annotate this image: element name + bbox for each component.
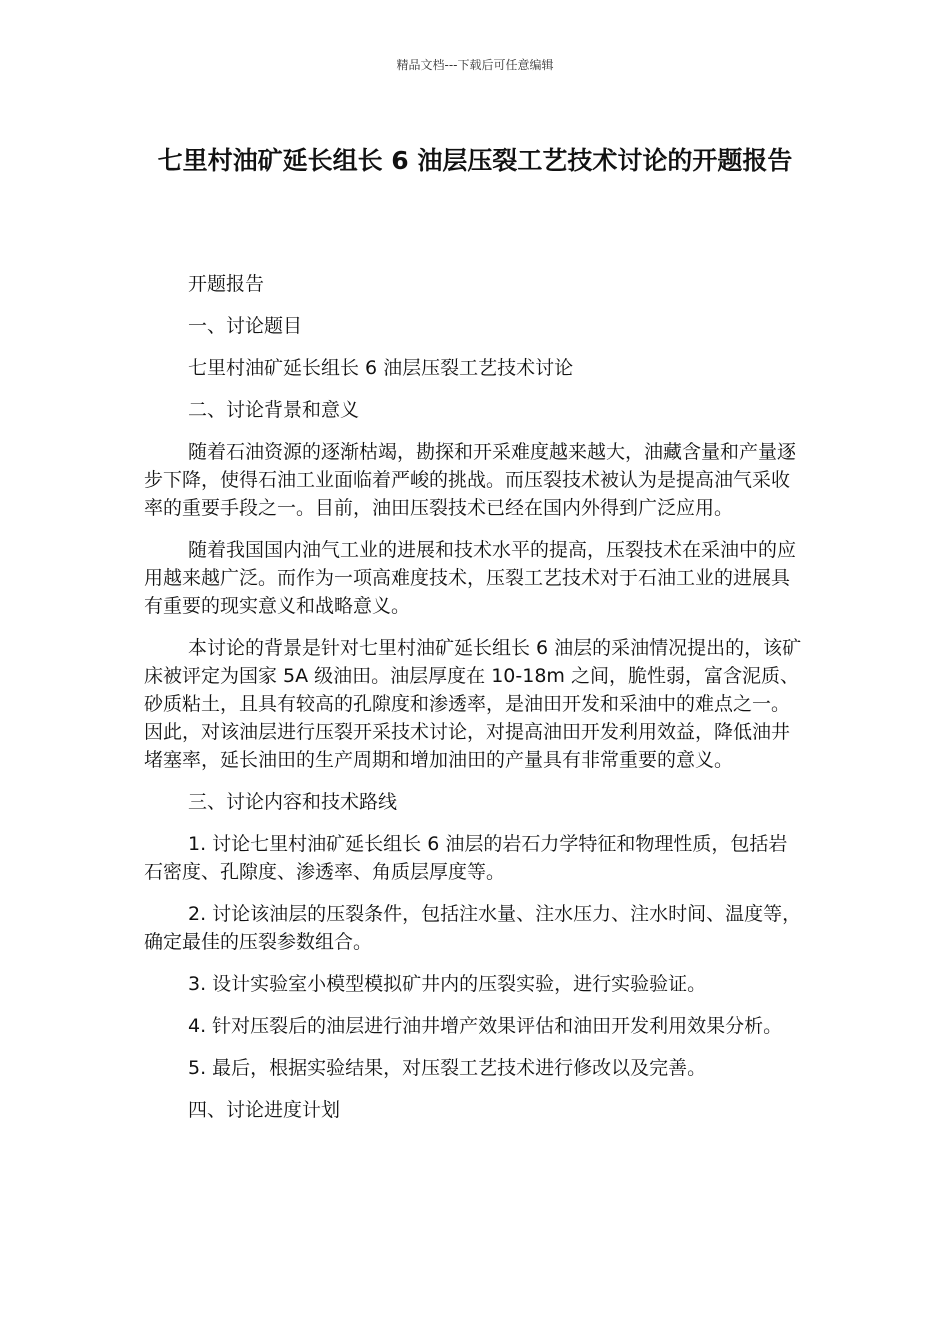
header-note: 精品文档---下载后可任意编辑 xyxy=(396,58,554,72)
content-item-3: 3. 设计实验室小模型模拟矿井内的压裂实验，进行实验验证。 xyxy=(188,973,707,995)
document-title: 七里村油矿延长组长 6 油层压裂工艺技术讨论的开题报告 xyxy=(157,146,793,175)
background-paragraph-1: 随着石油资源的逐渐枯竭，勘探和开采难度越来越大，油藏含量和产量逐步下降，使得石油工业面临着严峻的挑战。而压裂技术被认为是提高油气采收率的重要手段之一。目前，油田压裂技术已经在国内外得到广泛应用。 xyxy=(144,441,797,519)
content-item-4: 4. 针对压裂后的油层进行油井增产效果评估和油田开发利用效果分析。 xyxy=(188,1015,783,1037)
topic-text: 七里村油矿延长组长 6 油层压裂工艺技术讨论 xyxy=(188,357,574,379)
section-heading-schedule: 四、讨论进度计划 xyxy=(188,1099,341,1121)
section-label-report: 开题报告 xyxy=(188,273,265,295)
content-item-1: 1. 讨论七里村油矿延长组长 6 油层的岩石力学特征和物理性质，包括岩石密度、孔隙度、渗透率、角质层厚度等。 xyxy=(144,833,788,883)
content-item-5: 5. 最后，根据实验结果，对压裂工艺技术进行修改以及完善。 xyxy=(188,1057,707,1079)
document-body xyxy=(144,270,806,1138)
content-item-2: 2. 讨论该油层的压裂条件，包括注水量、注水压力、注水时间、温度等，确定最佳的压裂参数组合。 xyxy=(144,903,802,953)
section-heading-background: 二、讨论背景和意义 xyxy=(188,399,360,421)
section-heading-topic: 一、讨论题目 xyxy=(188,315,303,337)
background-paragraph-2: 随着我国国内油气工业的进展和技术水平的提高，压裂技术在采油中的应用越来越广泛。而作为一项高难度技术，压裂工艺技术对于石油工业的进展具有重要的现实意义和战略意义。 xyxy=(144,539,797,617)
background-paragraph-3: 本讨论的背景是针对七里村油矿延长组长 6 油层的采油情况提出的，该矿床被评定为国家 5A 级油田。油层厚度在 10-18m 之间，脆性弱，富含泥质、砂质粘土，且具有较高的孔隙度和渗透率，是油田开发和采油中的难点之一。因此，对该油层进行压裂开采技术讨论，对提高油田开发利用效益，降低油井堵塞率，延长油田的生产周期和增加油田的产量具有非常重要的意义。 xyxy=(144,637,802,771)
section-heading-content: 三、讨论内容和技术路线 xyxy=(188,791,398,813)
